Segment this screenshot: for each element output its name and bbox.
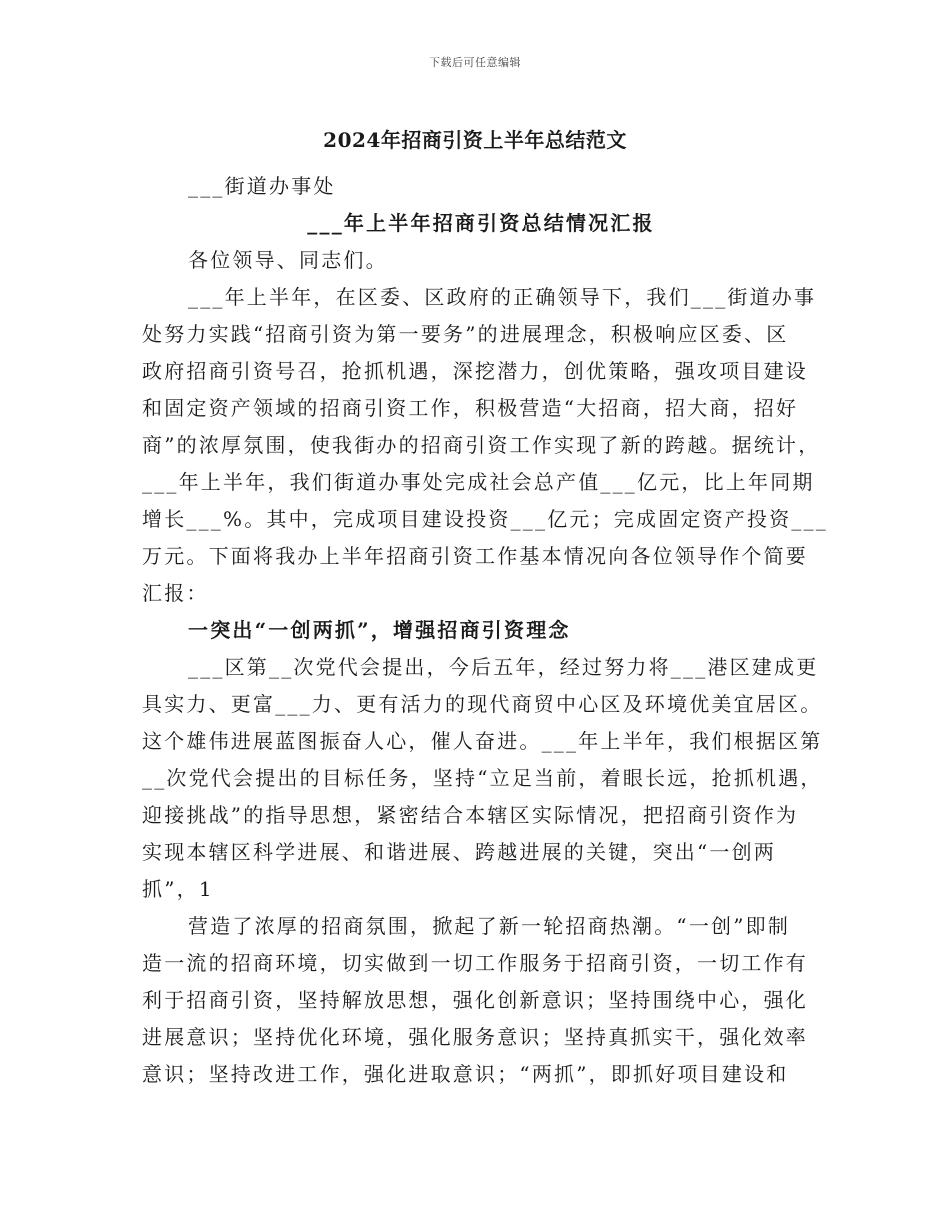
paragraph-line: __次党代会提出的目标任务，坚持“立足当前，着眼长远，抢抓机遇，: [142, 766, 823, 790]
paragraph-line: 进展意识；坚持优化环境，强化服务意识；坚持真抓实干，强化效率: [142, 1025, 808, 1049]
paragraph-line: 和固定资产领域的招商引资工作，积极营造“大招商，招大商，招好: [142, 396, 799, 420]
paragraph-3: [142, 908, 810, 1093]
section-heading: 一突出“一创两抓”，增强招商引资理念: [188, 618, 571, 642]
paragraph-line: 意识；坚持改进工作，强化进取意识；“两抓”，即抓好项目建设和: [142, 1062, 789, 1086]
paragraph-line: 实现本辖区科学进展、和谐进展、跨越进展的关键，突出“一创两: [142, 840, 777, 864]
document-title: 2024年招商引资上半年总结范文: [323, 128, 627, 152]
paragraph-line: 迎接挑战”的指导思想，紧密结合本辖区实际情况，把招商引资作为: [142, 803, 799, 827]
paragraph-line: 汇报：: [142, 581, 209, 605]
header-note: 下载后可任意编辑: [429, 56, 521, 69]
paragraph-line: 具实力、更富___力、更有活力的现代商贸中心区及环境优美宜居区。: [142, 692, 823, 716]
paragraph-line: 营造了浓厚的招商氛围，掀起了新一轮招商热潮。“一创”即制: [188, 914, 791, 938]
paragraph-line: ___区第__次党代会提出，今后五年，经过努力将___港区建成更: [188, 655, 819, 679]
greeting: 各位领导、同志们。: [188, 248, 388, 272]
paragraph-line: ___年上半年，我们街道办事处完成社会总产值___亿元，比上年同期: [142, 470, 815, 494]
paragraph-2: [142, 649, 823, 908]
report-title: ___年上半年招商引资总结情况汇报: [307, 211, 655, 235]
paragraph-line: 抓”，1: [142, 877, 214, 901]
paragraph-line: ___年上半年，在区委、区政府的正确领导下，我们___街道办事: [188, 285, 817, 309]
paragraph-line: 万元。下面将我办上半年招商引资工作基本情况向各位领导作个简要: [142, 544, 808, 568]
paragraph-1: [142, 279, 829, 612]
document-body: [142, 168, 829, 1093]
paragraph-line: 造一流的招商环境，切实做到一切工作服务于招商引资，一切工作有: [142, 951, 808, 975]
paragraph-line: 处努力实践“招商引资为第一要务”的进展理念，积极响应区委、区: [142, 322, 789, 346]
org-line: ___街道办事处: [188, 174, 336, 198]
paragraph-line: 利于招商引资，坚持解放思想，强化创新意识；坚持围绕中心，强化: [142, 988, 808, 1012]
paragraph-line: 增长___%。其中，完成项目建设投资___亿元；完成固定资产投资___: [142, 507, 829, 531]
paragraph-line: 商”的浓厚氛围，使我街办的招商引资工作实现了新的跨越。据统计，: [142, 433, 821, 457]
paragraph-line: 政府招商引资号召，抢抓机遇，深挖潜力，创优策略，强攻项目建设: [142, 359, 808, 383]
paragraph-line: 这个雄伟进展蓝图振奋人心，催人奋进。___年上半年，我们根据区第: [142, 729, 823, 753]
